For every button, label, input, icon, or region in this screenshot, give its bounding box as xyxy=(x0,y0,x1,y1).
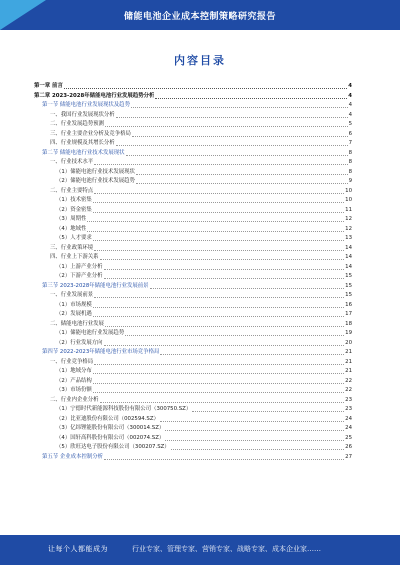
toc-entry-page: 24 xyxy=(345,415,352,422)
toc-entry-label: （5）人才要求 xyxy=(56,235,92,241)
toc-entry-page: 23 xyxy=(345,396,352,403)
toc-entry-page: 15 xyxy=(345,273,352,279)
toc-entry-label: （2）行业发展方向 xyxy=(56,339,103,346)
toc-entry-page: 25 xyxy=(345,434,352,441)
toc-entry-page: 16 xyxy=(345,301,352,308)
table-of-contents xyxy=(34,82,352,462)
toc-leader-dots xyxy=(94,293,344,298)
toc-entry-page: 7 xyxy=(348,140,352,146)
toc-entry-page: 10 xyxy=(345,187,352,194)
toc-entry-page: 17 xyxy=(345,311,352,317)
toc-entry-page: 4 xyxy=(348,92,352,99)
toc-leader-dots xyxy=(87,217,344,222)
toc-entry[interactable] xyxy=(34,168,352,178)
toc-entry-label: （5）欣旺达电子股份有限公司（300207.SZ） xyxy=(56,444,170,450)
toc-leader-dots xyxy=(94,160,347,165)
toc-entry-page: 12 xyxy=(345,216,352,222)
toc-entry-label: 四、行业规模及其增长分析 xyxy=(50,140,115,146)
toc-entry[interactable] xyxy=(34,215,352,225)
toc-leader-dots xyxy=(126,151,348,156)
toc-entry[interactable] xyxy=(34,149,352,159)
toc-entry-page: 8 xyxy=(348,168,352,175)
footer-slogan: 让每个人都能成为 xyxy=(48,545,108,553)
toc-entry-label: 第二节 储能电池行业技术发展现状 xyxy=(42,149,125,156)
toc-entry-label: 四、行业上下游关系 xyxy=(50,254,99,260)
toc-entry-page: 19 xyxy=(345,330,352,336)
toc-entry[interactable] xyxy=(34,120,352,130)
toc-leader-dots xyxy=(93,388,344,393)
toc-entry-page: 5 xyxy=(348,121,352,127)
toc-leader-dots xyxy=(100,398,345,403)
toc-entry-page: 4 xyxy=(348,83,352,89)
toc-leader-dots xyxy=(64,84,347,89)
toc-entry[interactable] xyxy=(34,253,352,263)
toc-entry-page: 24 xyxy=(345,425,352,431)
toc-entry-label: （1）储能电池行业发展趋势 xyxy=(56,330,125,336)
toc-entry[interactable] xyxy=(34,206,352,216)
toc-leader-dots xyxy=(94,360,344,365)
toc-entry[interactable] xyxy=(34,244,352,254)
toc-leader-dots xyxy=(104,265,345,270)
toc-entry-page: 27 xyxy=(345,453,352,460)
toc-leader-dots xyxy=(116,113,348,118)
toc-leader-dots xyxy=(94,189,344,194)
toc-leader-dots xyxy=(87,227,344,232)
toc-entry[interactable] xyxy=(34,187,352,197)
toc-leader-dots xyxy=(150,284,345,289)
toc-entry-page: 26 xyxy=(345,444,352,450)
header-bar xyxy=(0,0,400,30)
toc-entry[interactable] xyxy=(34,263,352,273)
toc-leader-dots xyxy=(105,122,348,127)
toc-leader-dots xyxy=(125,331,344,336)
toc-entry-page: 10 xyxy=(345,197,352,203)
toc-entry[interactable] xyxy=(34,301,352,311)
toc-entry-page: 21 xyxy=(345,368,352,374)
toc-entry-page: 22 xyxy=(345,377,352,384)
footer-tags: 行业专家、管理专家、营销专家、战略专家、成本企业家…… xyxy=(132,545,321,553)
footer-bar xyxy=(0,535,400,565)
toc-entry-label: 第二章 2023-2028年储能电池行业发展趋势分析 xyxy=(34,92,155,99)
toc-leader-dots xyxy=(100,255,345,260)
toc-leader-dots xyxy=(160,350,344,355)
toc-leader-dots xyxy=(93,303,344,308)
toc-entry[interactable] xyxy=(34,291,352,301)
toc-entry-label: 一、行业竞争格局 xyxy=(50,358,94,365)
toc-entry-label: （2）比亚迪股份有限公司（002594.SZ） xyxy=(56,415,159,422)
toc-entry-label: （1）市场规模 xyxy=(56,301,92,308)
toc-entry-label: （2）下游产业分析 xyxy=(56,273,103,279)
toc-entry[interactable] xyxy=(34,139,352,149)
toc-leader-dots xyxy=(136,179,348,184)
toc-entry[interactable] xyxy=(34,92,352,102)
toc-entry-label: （2）发展机遇 xyxy=(56,311,92,317)
toc-entry-label: （2）产品结构 xyxy=(56,377,92,384)
toc-entry-label: （2）资金密集 xyxy=(56,206,92,213)
toc-entry-label: （1）技术密集 xyxy=(56,197,92,203)
toc-entry-label: （1）储能电池行业技术发展现状 xyxy=(56,168,135,175)
toc-leader-dots xyxy=(93,198,344,203)
toc-entry-label: （3）周期性 xyxy=(56,216,87,222)
toc-entry-label: （4）地域性 xyxy=(56,225,87,232)
toc-entry-label: 二、行业主要特点 xyxy=(50,187,94,194)
toc-entry-page: 9 xyxy=(348,178,352,184)
toc-entry-label: 二、行业内企业分析 xyxy=(50,396,99,403)
toc-entry-page: 15 xyxy=(345,292,352,298)
toc-leader-dots xyxy=(93,312,344,317)
toc-leader-dots xyxy=(104,274,345,279)
report-title: 储能电池企业成本控制策略研究报告 xyxy=(123,12,276,22)
toc-entry[interactable] xyxy=(34,320,352,330)
toc-entry-page: 12 xyxy=(345,225,352,232)
toc-entry-page: 14 xyxy=(345,254,352,260)
toc-entry-page: 4 xyxy=(348,102,352,108)
toc-leader-dots xyxy=(105,322,344,327)
toc-entry[interactable] xyxy=(34,424,352,434)
toc-leader-dots xyxy=(160,417,344,422)
toc-entry-page: 18 xyxy=(345,320,352,327)
toc-entry[interactable] xyxy=(34,82,352,92)
toc-leader-dots xyxy=(93,369,344,374)
toc-entry[interactable] xyxy=(34,434,352,444)
toc-entry[interactable] xyxy=(34,272,352,282)
toc-entry-label: （2）储能电池行业技术发展趋势 xyxy=(56,178,135,184)
toc-entry[interactable] xyxy=(34,158,352,168)
toc-entry-label: 一、行业技术水平 xyxy=(50,159,94,165)
toc-entry-page: 15 xyxy=(345,282,352,289)
toc-entry[interactable] xyxy=(34,130,352,140)
toc-entry[interactable] xyxy=(34,453,352,463)
toc-leader-dots xyxy=(94,246,344,251)
toc-entry-label: 第三节 2023-2028年储能电池行业发展前景 xyxy=(42,282,149,289)
toc-entry[interactable] xyxy=(34,234,352,244)
toc-entry[interactable] xyxy=(34,396,352,406)
toc-entry[interactable] xyxy=(34,348,352,358)
toc-entry-label: （1）上游产业分析 xyxy=(56,263,103,270)
toc-entry-label: 第一节 储能电池行业发展现状及趋势 xyxy=(42,102,130,108)
toc-leader-dots xyxy=(132,132,348,137)
toc-entry-label: 一、我国行业发展现状分析 xyxy=(50,111,115,118)
toc-entry[interactable] xyxy=(34,111,352,121)
toc-entry-page: 23 xyxy=(345,406,352,412)
toc-entry-page: 21 xyxy=(345,349,352,355)
toc-entry-page: 13 xyxy=(345,235,352,241)
toc-entry[interactable] xyxy=(34,377,352,387)
toc-entry[interactable] xyxy=(34,358,352,368)
toc-leader-dots xyxy=(104,455,344,460)
toc-entry[interactable] xyxy=(34,101,352,111)
toc-entry[interactable] xyxy=(34,367,352,377)
toc-entry[interactable] xyxy=(34,225,352,235)
toc-leader-dots xyxy=(131,103,348,108)
toc-entry-page: 22 xyxy=(345,387,352,393)
toc-entry[interactable] xyxy=(34,339,352,349)
toc-entry-page: 6 xyxy=(348,130,352,137)
toc-entry-label: 第一章 前言 xyxy=(34,83,63,89)
toc-leader-dots xyxy=(136,170,348,175)
toc-entry-label: 三、行业主要企业分析及竞争格局 xyxy=(50,130,131,137)
toc-entry-page: 8 xyxy=(348,159,352,165)
toc-entry-page: 8 xyxy=(348,149,352,156)
toc-entry[interactable] xyxy=(34,443,352,453)
toc-entry-label: （3）市场份额 xyxy=(56,387,92,393)
toc-heading: 内容目录 xyxy=(174,54,226,67)
toc-leader-dots xyxy=(171,445,344,450)
toc-entry-label: （1）宁德时代新能源科技股份有限公司（300750.SZ） xyxy=(56,406,192,412)
toc-entry-label: 第四节 2022-2023年储能电池行业市场竞争格局 xyxy=(42,349,160,355)
toc-entry[interactable] xyxy=(34,196,352,206)
toc-entry[interactable] xyxy=(34,177,352,187)
toc-leader-dots xyxy=(165,426,344,431)
toc-entry[interactable] xyxy=(34,405,352,415)
toc-entry-page: 20 xyxy=(345,339,352,346)
toc-entry[interactable] xyxy=(34,310,352,320)
toc-entry[interactable] xyxy=(34,282,352,292)
toc-leader-dots xyxy=(93,236,344,241)
toc-entry-page: 4 xyxy=(348,111,352,118)
toc-entry-page: 14 xyxy=(345,244,352,251)
toc-leader-dots xyxy=(104,341,345,346)
toc-entry[interactable] xyxy=(34,386,352,396)
toc-entry-label: 一、行业发展前景 xyxy=(50,292,94,298)
toc-entry-label: 第五节 企业成本控制分析 xyxy=(42,453,104,460)
toc-entry-label: 二、行业发展趋势预测 xyxy=(50,121,104,127)
toc-entry-label: （4）国轩高科股份有限公司（002074.SZ） xyxy=(56,434,165,441)
toc-leader-dots xyxy=(192,407,344,412)
toc-entry-label: 三、行业政策环境 xyxy=(50,244,94,251)
toc-entry-page: 21 xyxy=(345,358,352,365)
toc-entry-label: （1）地域分布 xyxy=(56,368,92,374)
toc-entry[interactable] xyxy=(34,329,352,339)
toc-entry-label: （3）亿纬锂能股份有限公司（300014.SZ） xyxy=(56,425,165,431)
toc-leader-dots xyxy=(155,94,347,99)
toc-leader-dots xyxy=(93,379,344,384)
toc-entry-page: 14 xyxy=(345,263,352,270)
toc-leader-dots xyxy=(93,208,344,213)
toc-leader-dots xyxy=(116,141,348,146)
toc-entry-label: 二、储能电池行业发展 xyxy=(50,320,104,327)
toc-entry[interactable] xyxy=(34,415,352,425)
toc-entry-page: 11 xyxy=(345,206,352,213)
toc-leader-dots xyxy=(165,436,344,441)
